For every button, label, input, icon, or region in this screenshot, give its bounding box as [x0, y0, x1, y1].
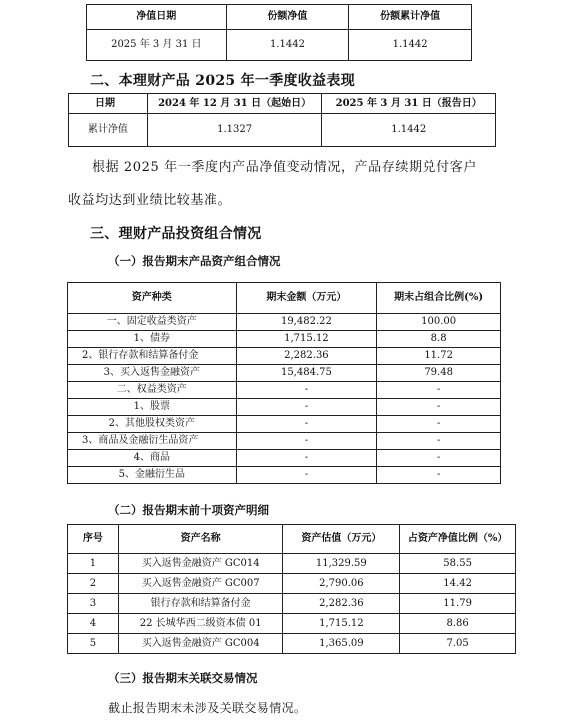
top-holdings-table: [67, 524, 516, 654]
performance-table: [68, 93, 496, 147]
asset-row-derivatives-label: 5、金融衍生品: [68, 467, 237, 484]
nav-cell-cumulative: 1.1442: [349, 30, 472, 61]
holding-3-value: 2,282.36: [283, 594, 400, 614]
perf-header-start: 2024 年 12 月 31 日（起始日）: [147, 94, 322, 114]
asset-row-commodities-derivatives-label: 3、商品及金融衍生品资产: [68, 433, 237, 450]
asset-row-deposits-ratio: 11.72: [377, 348, 501, 365]
asset-row-commodities-derivatives-amount: -: [236, 433, 377, 450]
nav-header-date: 净值日期: [87, 5, 227, 30]
holdings-header-value: 资产估值（万元）: [283, 525, 400, 554]
asset-row-fixed-income-amount: 19,482.22: [236, 314, 377, 331]
holding-4-no: 4: [68, 614, 119, 634]
holding-4-value: 1,715.12: [283, 614, 400, 634]
section2-title: 二、本理财产品 2025 年一季度收益表现: [90, 73, 356, 89]
asset-row-commodities-derivatives-ratio: -: [377, 433, 501, 450]
perf-cell-label: 累计净值: [69, 114, 148, 147]
holding-5-name: 买入返售金融资产 GC004: [118, 634, 283, 654]
asset-row-reverse-repo-amount: 15,484.75: [236, 365, 377, 382]
holding-5-no: 5: [68, 634, 119, 654]
asset-header-type: 资产种类: [68, 283, 237, 314]
section3-sub2: （二）报告期末前十项资产明细: [108, 503, 269, 517]
holding-2-no: 2: [68, 574, 119, 594]
asset-row-derivatives-amount: -: [236, 467, 377, 484]
asset-row-equity-ratio: -: [377, 382, 501, 399]
section3-sub3: （三）报告期末关联交易情况: [108, 671, 258, 685]
holding-4-ratio: 8.86: [400, 614, 516, 634]
asset-row-stocks-ratio: -: [377, 399, 501, 416]
asset-row-commodities-ratio: -: [377, 450, 501, 467]
asset-row-stocks-label: 1、股票: [68, 399, 237, 416]
asset-row-equity-label: 二、权益类资产: [68, 382, 237, 399]
holdings-header-ratio: 占资产净值比例（%）: [400, 525, 516, 554]
asset-row-bonds-amount: 1,715.12: [236, 331, 377, 348]
asset-row-bonds-ratio: 8.8: [377, 331, 501, 348]
holding-1-value: 11,329.59: [283, 554, 400, 574]
section3-title: 三、理财产品投资组合情况: [90, 226, 262, 242]
performance-paragraph-line2: 收益均达到业绩比较基准。: [68, 193, 232, 208]
asset-row-commodities-label: 4、商品: [68, 450, 237, 467]
asset-row-fixed-income-label: 一、固定收益类资产: [68, 314, 237, 331]
holding-2-name: 买入返售金融资产 GC007: [118, 574, 283, 594]
holding-1-name: 买入返售金融资产 GC014: [118, 554, 283, 574]
holdings-header-name: 资产名称: [118, 525, 283, 554]
asset-row-other-equity-amount: -: [236, 416, 377, 433]
perf-cell-report: 1.1442: [322, 114, 496, 147]
holding-4-name: 22 长城华西二级资本债 01: [118, 614, 283, 634]
holding-5-ratio: 7.05: [400, 634, 516, 654]
asset-row-bonds-label: 1、债券: [68, 331, 237, 348]
related-transactions-text: 截止报告期末未涉及关联交易情况。: [108, 701, 307, 715]
perf-header-report: 2025 年 3 月 31 日（报告日）: [322, 94, 496, 114]
nav-header-cumulative: 份额累计净值: [349, 5, 472, 30]
asset-header-amount: 期末金额（万元）: [236, 283, 377, 314]
holding-3-ratio: 11.79: [400, 594, 516, 614]
asset-allocation-table: [67, 282, 501, 484]
asset-row-stocks-amount: -: [236, 399, 377, 416]
asset-row-deposits-label: 2、银行存款和结算备付金: [68, 348, 237, 365]
asset-row-reverse-repo-label: 3、买入返售金融资产: [68, 365, 237, 382]
holding-3-name: 银行存款和结算备付金: [118, 594, 283, 614]
holding-1-no: 1: [68, 554, 119, 574]
holding-3-no: 3: [68, 594, 119, 614]
section3-sub1: （一）报告期末产品资产组合情况: [108, 254, 281, 268]
asset-row-commodities-amount: -: [236, 450, 377, 467]
holding-5-value: 1,365.09: [283, 634, 400, 654]
perf-cell-start: 1.1327: [147, 114, 322, 147]
asset-row-reverse-repo-ratio: 79.48: [377, 365, 501, 382]
asset-row-other-equity-ratio: -: [377, 416, 501, 433]
asset-row-other-equity-label: 2、其他股权类资产: [68, 416, 237, 433]
asset-row-deposits-amount: 2,282.36: [236, 348, 377, 365]
nav-cell-date: 2025 年 3 月 31 日: [87, 30, 227, 61]
holding-1-ratio: 58.55: [400, 554, 516, 574]
asset-header-ratio: 期末占组合比例(%): [377, 283, 501, 314]
performance-paragraph-line1: 根据 2025 年一季度内产品净值变动情况，产品存续期兑付客户: [92, 160, 477, 175]
holding-2-value: 2,790.06: [283, 574, 400, 594]
asset-row-equity-amount: -: [236, 382, 377, 399]
nav-table: [86, 4, 472, 61]
nav-cell-unit: 1.1442: [226, 30, 349, 61]
holdings-header-no: 序号: [68, 525, 119, 554]
asset-row-derivatives-ratio: -: [377, 467, 501, 484]
nav-header-unit: 份额净值: [226, 5, 349, 30]
perf-header-date: 日期: [69, 94, 148, 114]
holding-2-ratio: 14.42: [400, 574, 516, 594]
asset-row-fixed-income-ratio: 100.00: [377, 314, 501, 331]
